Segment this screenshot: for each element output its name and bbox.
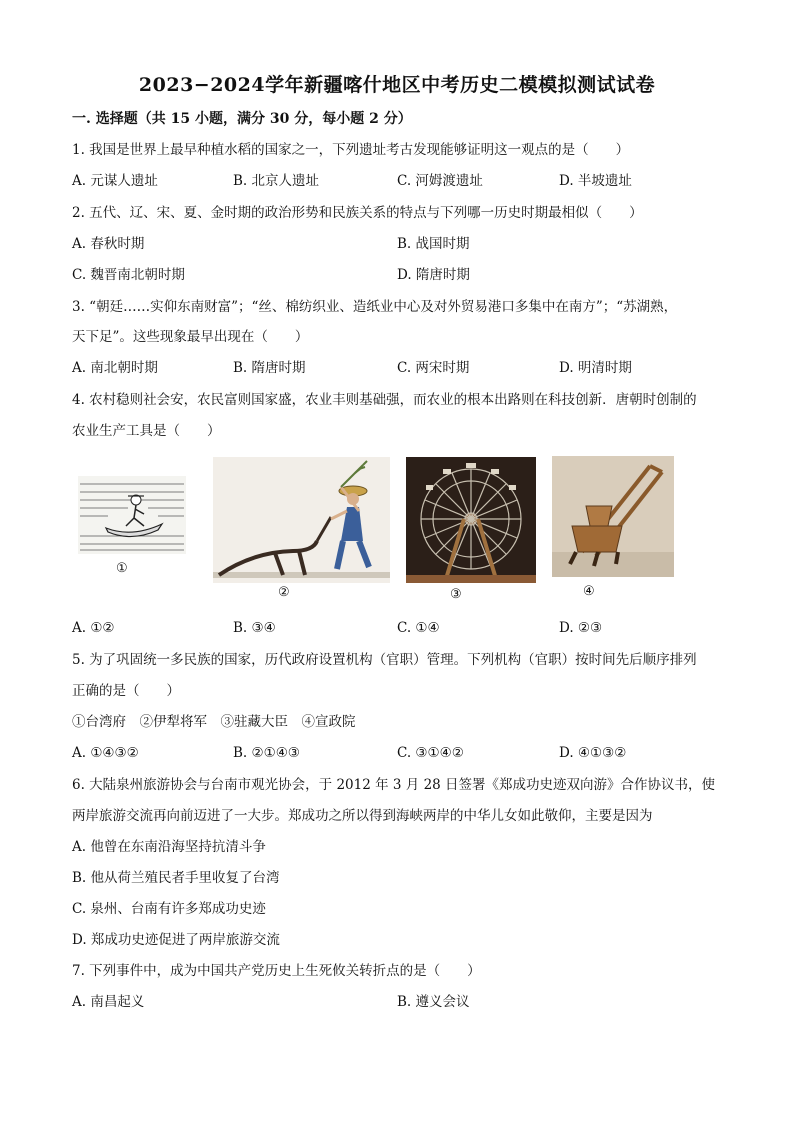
q2-option-d[interactable]: D. 隋唐时期 (397, 267, 470, 283)
question-4-stem-line1: 4. 农村稳则社会安，农民富则国家盛，农业丰则基础强，而农业的根本出路则在科技创新．唐朝时创制的 (72, 392, 697, 408)
section-heading: 一. 选择题（共 15 小题，满分 30 分，每小题 2 分） (72, 111, 412, 127)
question-3-stem-line2: 天下足”。这些现象最早出现在（ ） (72, 329, 309, 345)
question-6-stem-line2: 两岸旅游交流再向前迈进了一大步。郑成功之所以得到海峡两岸的中华儿女如此敬仰，主要是因为 (72, 808, 653, 824)
q2-option-b[interactable]: B. 战国时期 (397, 236, 470, 252)
q6-option-b[interactable]: B. 他从荷兰殖民者手里收复了台湾 (72, 870, 280, 886)
q1-option-b[interactable]: B. 北京人遗址 (233, 173, 320, 189)
picture-label-3: ③ (450, 587, 462, 602)
q3-option-a[interactable]: A. 南北朝时期 (72, 360, 158, 376)
q3-option-c[interactable]: C. 两宋时期 (397, 360, 470, 376)
q6-option-d[interactable]: D. 郑成功史迹促进了两岸旅游交流 (72, 932, 280, 948)
question-2-stem: 2. 五代、辽、宋、夏、金时期的政治形势和民族关系的特点与下列哪一历史时期最相似（ ） (72, 205, 643, 221)
q5-option-c[interactable]: C. ③①④② (397, 745, 464, 761)
q4-option-d[interactable]: D. ②③ (559, 620, 603, 636)
q7-option-a[interactable]: A. 南昌起义 (72, 994, 145, 1010)
q6-option-a[interactable]: A. 他曾在东南沿海坚持抗清斗争 (72, 839, 266, 855)
question-5-items: ①台湾府 ②伊犁将军 ③驻藏大臣 ④宣政院 (72, 714, 356, 730)
question-4-stem-line2: 农业生产工具是（ ） (72, 423, 221, 439)
question-5-stem-line2: 正确的是（ ） (72, 683, 180, 699)
picture-label-2: ② (278, 585, 290, 600)
q3-option-b[interactable]: B. 隋唐时期 (233, 360, 306, 376)
question-7-stem: 7. 下列事件中，成为中国共产党历史上生死攸关转折点的是（ ） (72, 963, 481, 979)
q2-option-a[interactable]: A. 春秋时期 (72, 236, 145, 252)
curved-plough-picture (213, 457, 390, 583)
question-3-stem-line1: 3. “朝廷……实仰东南财富”；“丝、棉纺织业、造纸业中心及对外贸易港口多集中在南方”；“苏湖熟， (72, 299, 678, 315)
picture-label-1: ① (116, 561, 128, 576)
q4-option-a[interactable]: A. ①② (72, 620, 115, 636)
water-wheel-picture (406, 457, 536, 583)
q5-option-b[interactable]: B. ②①④③ (233, 745, 300, 761)
seed-drill-picture (552, 456, 674, 577)
q4-option-c[interactable]: C. ①④ (397, 620, 440, 636)
q1-option-a[interactable]: A. 元谋人遗址 (72, 173, 158, 189)
q3-option-d[interactable]: D. 明清时期 (559, 360, 632, 376)
seedling-horse-sketch (78, 476, 186, 554)
exam-title: 2023−2024学年新疆喀什地区中考历史二模模拟测试试卷 (138, 74, 656, 96)
q1-option-d[interactable]: D. 半坡遗址 (559, 173, 632, 189)
q5-option-d[interactable]: D. ④①③② (559, 745, 627, 761)
question-5-stem-line1: 5. 为了巩固统一多民族的国家，历代政府设置机构（官职）管理。下列机构（官职）按时间先后顺序排列 (72, 652, 697, 668)
question-6-stem-line1: 6. 大陆泉州旅游协会与台南市观光协会，于 2012 年 3 月 28 日签署《郑成功史迹双向游》合作协议书，使 (72, 777, 716, 793)
question-1-stem: 1. 我国是世界上最早种植水稻的国家之一，下列遗址考古发现能够证明这一观点的是（ ） (72, 142, 630, 158)
q5-option-a[interactable]: A. ①④③② (72, 745, 139, 761)
q6-option-c[interactable]: C. 泉州、台南有许多郑成功史迹 (72, 901, 266, 917)
q7-option-b[interactable]: B. 遵义会议 (397, 994, 470, 1010)
picture-label-4: ④ (583, 584, 595, 599)
q2-option-c[interactable]: C. 魏晋南北朝时期 (72, 267, 185, 283)
q4-option-b[interactable]: B. ③④ (233, 620, 276, 636)
q1-option-c[interactable]: C. 河姆渡遗址 (397, 173, 483, 189)
